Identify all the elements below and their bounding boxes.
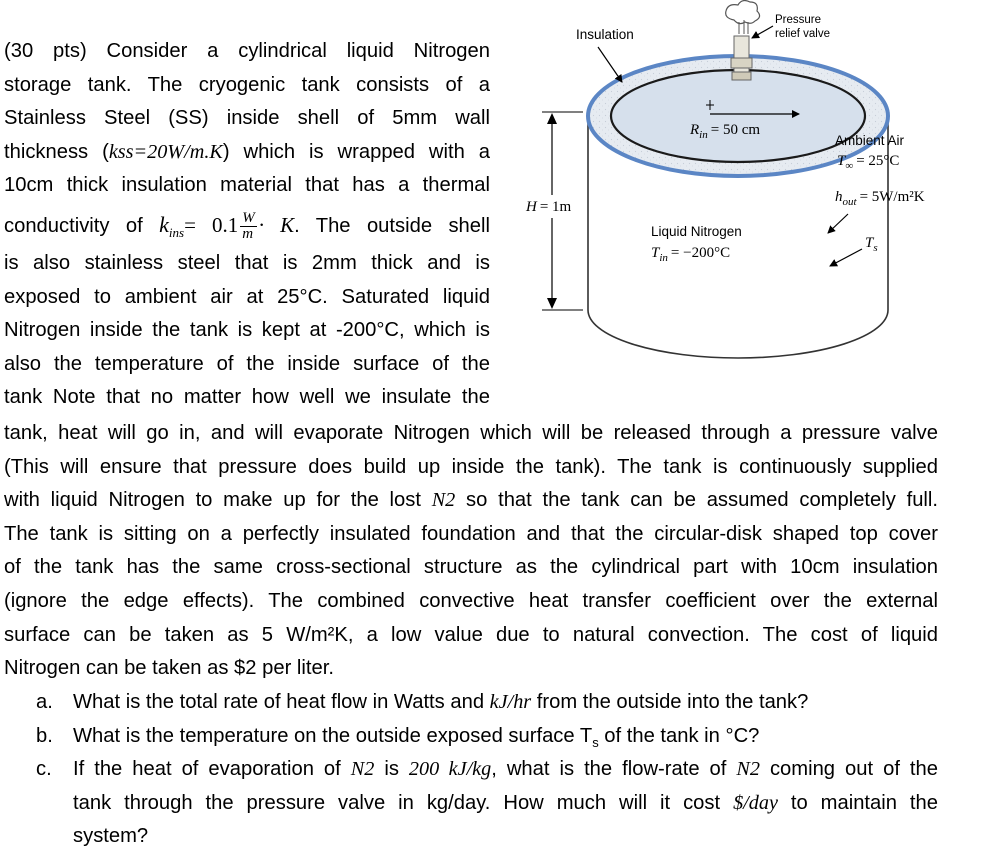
- body-line-5: of the tank has the same cross-sectional structure as the cylindrical part with 10cm insulation: [4, 556, 938, 579]
- kj-hr-unit: kJ/hr: [489, 691, 532, 713]
- intro-line-1: (30 pts) Consider a cylindrical liquid Nitrogen: [4, 40, 490, 62]
- intro-line-6: [4, 203, 490, 247]
- question-c-text-2: is: [374, 758, 409, 781]
- heat-of-evaporation-value: 200 kJ/kg: [408, 758, 492, 781]
- question-c-text-4: coming out of the: [759, 758, 939, 781]
- body-line-8: Nitrogen can be taken as $2 per liter.: [4, 657, 334, 680]
- intro-line-4-a: thickness (: [4, 140, 109, 163]
- question-c-label: c.: [36, 758, 52, 781]
- insulation-leader: [598, 47, 622, 82]
- intro-line-6-a: conductivity of: [4, 214, 160, 237]
- body-line-2: (This will ensure that pressure does build up inside the tank). The tank is continuously supplied: [4, 455, 938, 478]
- ts-label: $T_s$: [865, 235, 878, 254]
- question-c-line-3: system?: [73, 825, 149, 848]
- t-inf-label: $T_\infty = 25^\circ C$: [837, 153, 900, 172]
- k-ins-unit: · K: [258, 212, 295, 237]
- tank-diagram: [490, 0, 980, 380]
- question-b: [0, 720, 938, 754]
- intro-line-3: Stainless Steel (SS) inside shell of 5mm wall: [4, 107, 490, 130]
- body-line-7: surface can be taken as 5 W/m²K, a low value due to natural convection. The cost of liquid: [4, 623, 938, 646]
- intro-line-4-b: ) which is wrapped with a: [222, 140, 491, 163]
- liquid-nitrogen-label: Liquid Nitrogen: [651, 224, 742, 239]
- intro-line-7: is also stainless steel that is 2mm thick and is: [4, 251, 490, 274]
- question-c-text-6: to maintain the: [777, 791, 938, 814]
- question-b-text-2: of the tank in °C?: [598, 724, 760, 747]
- n2-symbol: N2: [431, 489, 456, 512]
- intro-line-4: [4, 136, 490, 170]
- question-a-text-1: What is the total rate of heat flow in Watts and: [73, 691, 490, 713]
- k-ins-numerator: W: [242, 210, 255, 227]
- pressure-relief-label-1: Pressure: [775, 14, 822, 26]
- intro-line-5: 10cm thick insulation material that has a thermal: [4, 174, 490, 197]
- k-ins-value: = 0.1: [184, 212, 239, 237]
- cost-per-day-unit: $/day: [733, 791, 778, 814]
- ambient-air-label: Ambient Air: [835, 133, 905, 148]
- body-line-6: (ignore the edge effects). The combined convective heat transfer coefficient over the external: [4, 589, 938, 612]
- question-c-text-3: , what is the flow-rate of: [491, 758, 737, 781]
- body-line-4: The tank is sitting on a perfectly insulated foundation and that the circular-disk shaped top cover: [4, 522, 938, 545]
- question-c-text-1: If the heat of evaporation of: [73, 758, 351, 781]
- question-c-text-5: tank through the pressure valve in kg/day. How much will it cost: [73, 791, 734, 814]
- k-ins-symbol: k: [159, 211, 169, 237]
- insulation-label: Insulation: [576, 27, 634, 42]
- question-b-text-1: What is the temperature on the outside exposed surface T: [73, 724, 593, 747]
- r-in-label: $R_{in} = 50$ cm: [690, 122, 761, 141]
- body-line-3-b: so that the tank can be assumed completely full.: [455, 489, 938, 512]
- k-ins-fraction: [240, 211, 257, 242]
- question-b-label: b.: [36, 724, 53, 747]
- valve-leader: [752, 26, 773, 38]
- intro-line-2: storage tank. The cryogenic tank consists of a: [4, 73, 490, 96]
- question-a-text: [73, 686, 938, 720]
- question-b-text: [73, 720, 938, 754]
- pressure-relief-label-2: relief valve: [775, 28, 830, 40]
- k-ins-denominator: m: [242, 226, 254, 243]
- question-c-line-2: [73, 787, 938, 821]
- question-a-label: a.: [36, 691, 53, 713]
- intro-line-11: tank Note that no matter how well we insulate the: [4, 386, 490, 409]
- body-line-1: tank, heat will go in, and will evaporate Nitrogen which will be released through a pressure valve: [4, 422, 938, 444]
- body-line-3: [4, 484, 938, 518]
- inner-shell-top: [611, 70, 865, 162]
- question-c: [0, 753, 938, 854]
- t-in-label: $T_{in} = -200^\circ C$: [651, 245, 731, 264]
- ts-subscript: s: [592, 734, 599, 750]
- n2-symbol-2: N2: [350, 758, 375, 781]
- intro-paragraph: [4, 35, 490, 415]
- n2-symbol-3: N2: [736, 758, 760, 781]
- intro-line-9: Nitrogen inside the tank is kept at -200°C, which is: [4, 319, 490, 342]
- k-ins-subscript: ins: [168, 225, 185, 240]
- intro-line-6-b: . The outside shell: [294, 214, 490, 237]
- height-label: H = 1m: [526, 199, 572, 215]
- question-a-text-2: from the outside into the tank?: [531, 691, 809, 713]
- h-out-label: $h_{out} = 5W/m^2K$: [835, 189, 925, 208]
- intro-line-10: also the temperature of the inside surface of the: [4, 352, 490, 375]
- question-a: [0, 686, 938, 720]
- body-paragraph: [4, 417, 938, 686]
- k-ss-expression: kss=20W/m.K: [108, 140, 223, 163]
- body-line-3-a: with liquid Nitrogen to make up for the lost: [4, 489, 432, 512]
- question-list: [0, 686, 938, 854]
- question-c-line-1: [73, 753, 938, 787]
- intro-line-8: exposed to ambient air at 25°C. Saturated liquid: [4, 285, 490, 308]
